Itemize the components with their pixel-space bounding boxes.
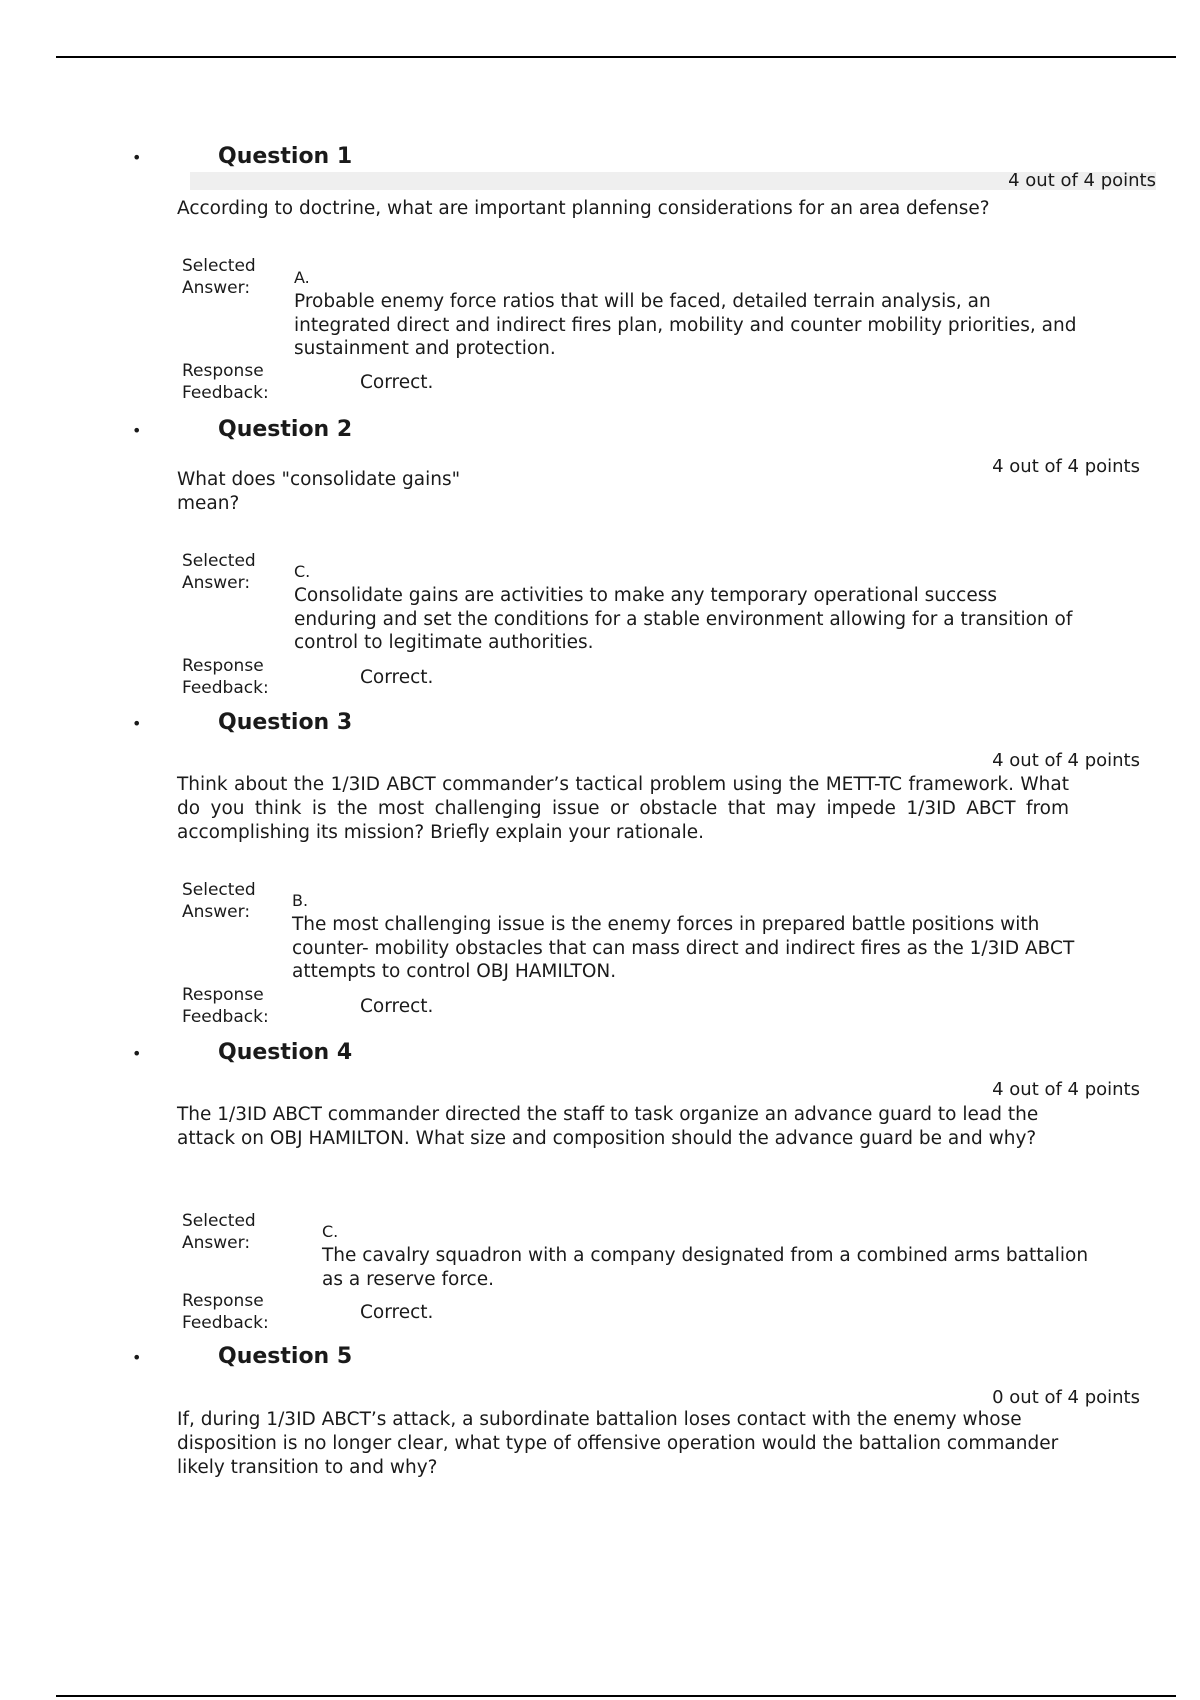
points-score: 4 out of 4 points (992, 456, 1140, 477)
feedback-text: Correct. (360, 372, 434, 393)
question-title: Question 1 (218, 144, 353, 169)
bullet: • (132, 714, 142, 733)
feedback-text: Correct. (360, 996, 434, 1017)
selected-answer-label: Selected Answer: (182, 256, 256, 298)
selected-answer-label: Selected Answer: (182, 551, 256, 593)
selected-answer-label: Selected Answer: (182, 1211, 256, 1253)
answer-letter: C. (322, 1222, 339, 1241)
response-feedback-label: Response Feedback: (182, 985, 269, 1027)
selected-answer (294, 268, 1084, 361)
question-text: Think about the 1/3ID ABCT commander’s tactical problem using the METT-TC framework. What do you think is the most challenging issue or obstacle that may impede 1/3ID ABCT from accomplishing its mission? Briefly explain your rationale. (177, 774, 1069, 843)
selected-answer (322, 1222, 1092, 1291)
answer-text: Consolidate gains are activities to make any temporary operational success enduring and set the conditions for a stable environment allowing for a transition of control to legitimate authorities. (294, 585, 1073, 653)
bottom-rule (56, 1695, 1176, 1697)
answer-text: Probable enemy force ratios that will be faced, detailed terrain analysis, an integrated direct and indirect fires plan, mobility and counter mobility priorities, and sustainment and protection. (294, 291, 1077, 359)
top-rule (56, 56, 1176, 58)
points-score: 4 out of 4 points (992, 750, 1140, 771)
points-score: 4 out of 4 points (1008, 170, 1156, 191)
response-feedback-label: Response Feedback: (182, 656, 269, 698)
response-feedback-label: Response Feedback: (182, 361, 269, 403)
question-title: Question 4 (218, 1040, 353, 1065)
bullet: • (132, 148, 142, 167)
selected-answer (292, 891, 1092, 984)
answer-letter: A. (294, 268, 310, 287)
question-text: The 1/3ID ABCT commander directed the staff to task organize an advance guard to lead the attack on OBJ HAMILTON. What size and composition should the advance guard be and why? (177, 1104, 1039, 1149)
question-text: What does "consolidate gains" mean? (177, 469, 461, 514)
question-title: Question 3 (218, 710, 353, 735)
selected-answer-label: Selected Answer: (182, 880, 256, 922)
question-text: If, during 1/3ID ABCT’s attack, a subordinate battalion loses contact with the enemy whose disposition is no longer clear, what type of offensive operation would the battalion commander likely transition to and why? (177, 1409, 1059, 1478)
bullet: • (132, 1348, 142, 1367)
bullet: • (132, 421, 142, 440)
points-score: 0 out of 4 points (992, 1387, 1140, 1408)
answer-text: The most challenging issue is the enemy forces in prepared battle positions with counter- mobility obstacles that can mass direct and indirect fires as the 1/3ID ABCT attempts to control OBJ HAMILTON. (292, 914, 1075, 982)
bullet: • (132, 1044, 142, 1063)
feedback-text: Correct. (360, 667, 434, 688)
answer-letter: C. (294, 562, 311, 581)
points-score: 4 out of 4 points (992, 1079, 1140, 1100)
answer-text: The cavalry squadron with a company designated from a combined arms battalion as a reserve force. (322, 1245, 1089, 1290)
selected-answer (294, 562, 1074, 655)
question-title: Question 2 (218, 417, 353, 442)
response-feedback-label: Response Feedback: (182, 1291, 269, 1333)
answer-letter: B. (292, 891, 309, 910)
question-text: According to doctrine, what are important planning considerations for an area defense? (177, 198, 990, 219)
question-title: Question 5 (218, 1344, 353, 1369)
feedback-text: Correct. (360, 1302, 434, 1323)
